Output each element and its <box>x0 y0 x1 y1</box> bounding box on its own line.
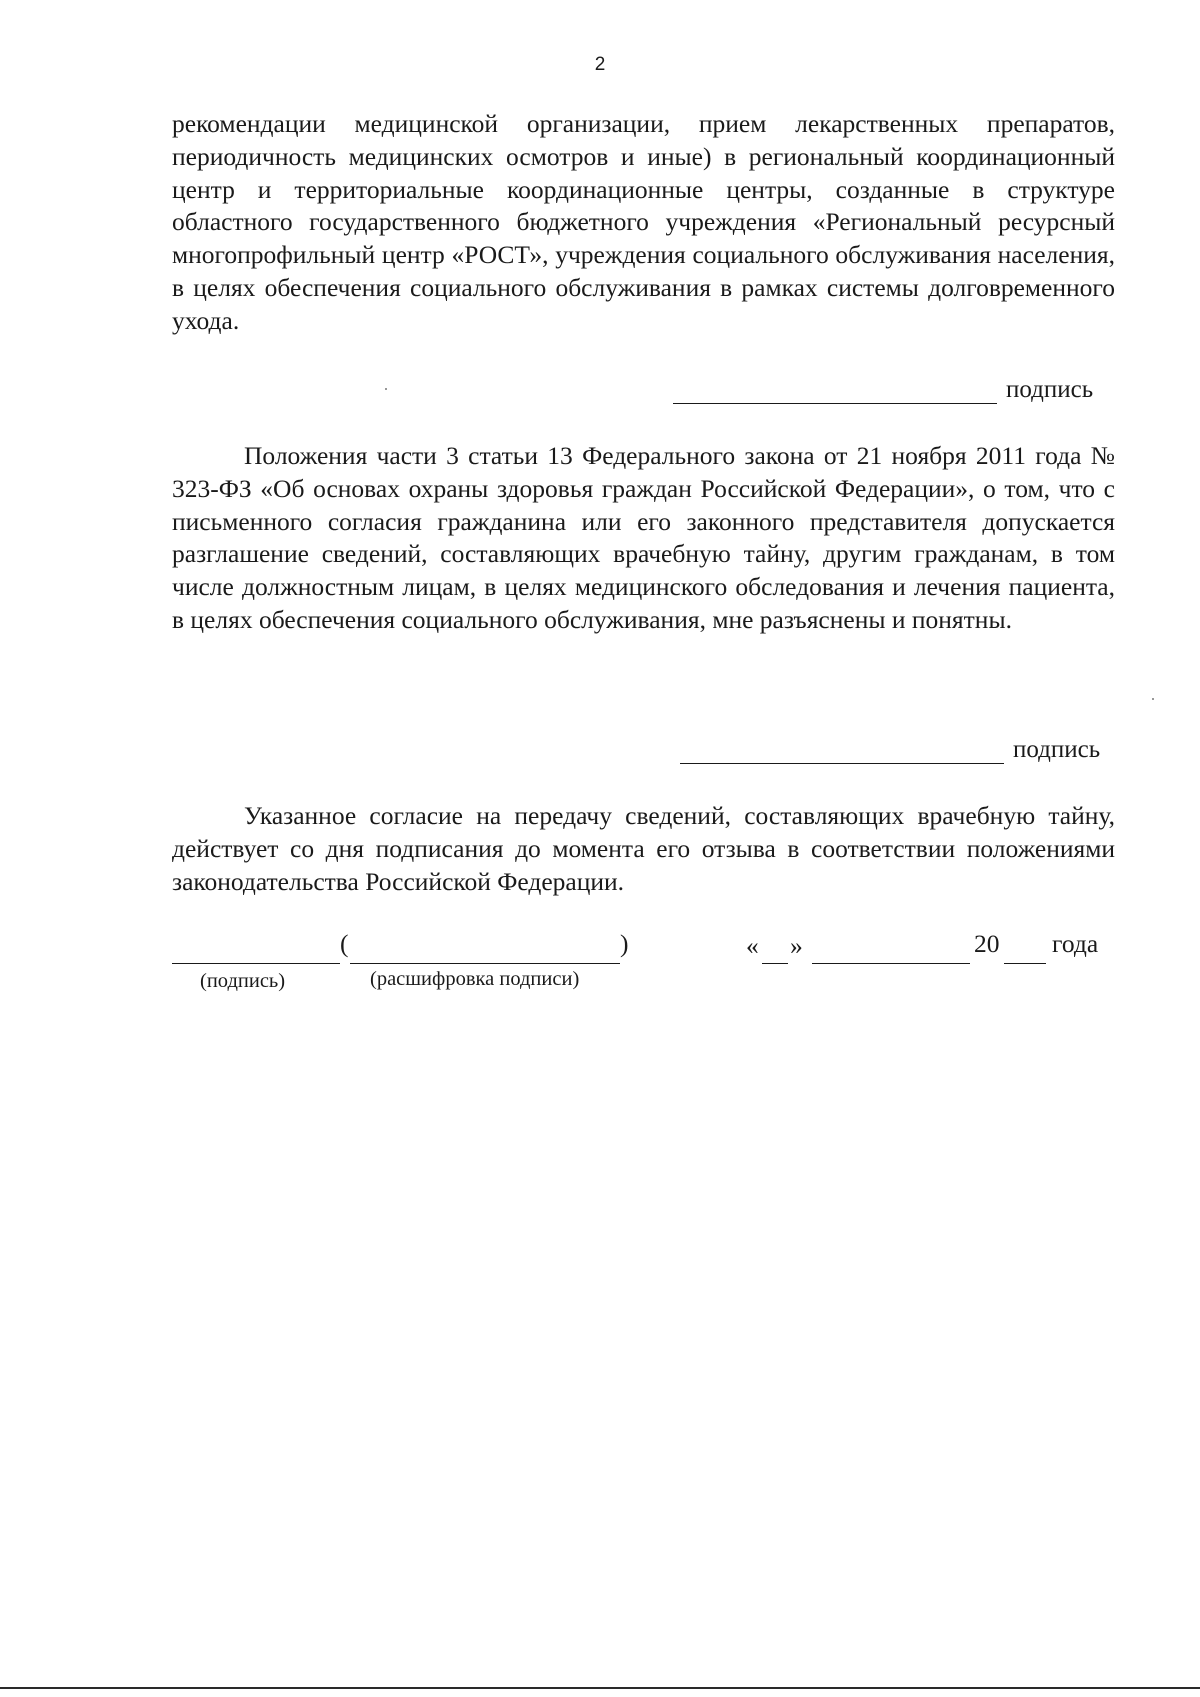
date-open-quote: « <box>746 931 759 960</box>
date-close-quote: » <box>790 931 803 960</box>
decoding-line[interactable] <box>350 962 620 964</box>
date-year-prefix: 20 <box>974 929 1000 958</box>
page-number: 2 <box>594 54 606 75</box>
signature-label-1: подпись <box>1006 376 1094 403</box>
scan-speck <box>385 388 387 390</box>
decoding-close-paren: ) <box>620 929 629 958</box>
signature-line-1[interactable] <box>673 402 997 404</box>
signature-line-2[interactable] <box>680 762 1004 764</box>
paragraph-consent-transfer: рекомендации медицинской организации, прием лекарственных препаратов, периодичность медицинских осмотров и иные) в региональный координационный центр и территориальные координационные центры, созданные в структуре областного государственного бюджетного учреждения «Региональный ресурсный многопрофильный центр «РОСТ», учреждения социального обслуживания населения, в целях обеспечения социального обслуживания в рамках системы долговременного ухода. <box>172 109 1115 335</box>
signature-row-2 <box>0 732 1200 766</box>
final-signature-block <box>0 926 1200 1006</box>
date-day-line[interactable] <box>762 962 788 964</box>
date-month-line[interactable] <box>812 962 970 964</box>
signature-row-1 <box>0 372 1200 406</box>
decoding-open-paren: ( <box>340 929 349 958</box>
page-bottom-edge <box>0 1687 1200 1689</box>
paragraph-consent-validity: Указанное согласие на передачу сведений, составляющих врачебную тайну, действует со дня подписания до момента его отзыва в соответствии положениями законодательства Российской Федерации. <box>172 801 1115 896</box>
scan-speck <box>1152 698 1154 700</box>
paragraph-law-provisions: Положения части 3 статьи 13 Федерального закона от 21 ноября 2011 года № 323-ФЗ «Об основах охраны здоровья граждан Российской Федерации», о том, что с письменного согласия гражданина или его законного представителя допускается разглашение сведений, составляющих врачебную тайну, другим гражданам, в том числе должностным лицам, в целях медицинского обследования и лечения пациента, в целях обеспечения социального обслуживания, мне разъяснены и понятны. <box>172 441 1115 634</box>
caption-signature: (подпись) <box>200 970 286 992</box>
caption-decoding: (расшифровка подписи) <box>370 968 580 990</box>
final-signature-line[interactable] <box>172 962 340 964</box>
signature-label-2: подпись <box>1013 736 1101 763</box>
date-year-word: года <box>1052 929 1099 958</box>
date-year-line[interactable] <box>1004 962 1046 964</box>
